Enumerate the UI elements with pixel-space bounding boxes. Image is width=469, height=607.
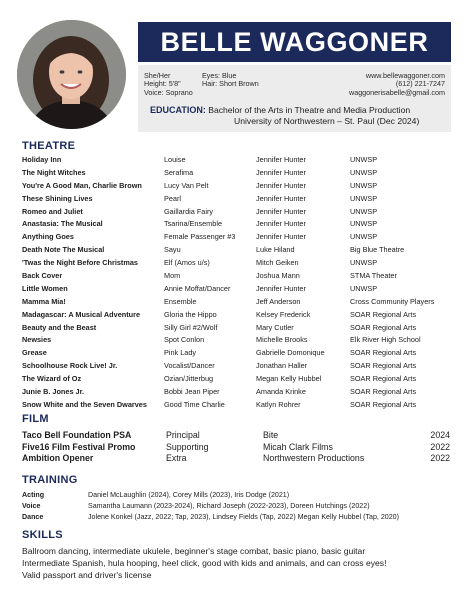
theatre-credit-row (22, 154, 452, 167)
film-role: Principal (166, 430, 200, 440)
show-title: The Night Witches (22, 167, 86, 177)
role: Gloria the Hippo (164, 309, 217, 319)
director: Jonathan Haller (256, 361, 308, 371)
company: UNWSP (350, 283, 378, 293)
company: Elk River High School (350, 335, 421, 345)
show-title: Romeo and Juliet (22, 206, 83, 216)
director: Katlyn Rohrer (256, 399, 301, 409)
director: Jennifer Hunter (256, 180, 306, 190)
training-row (22, 501, 452, 512)
show-title: Death Note The Musical (22, 245, 105, 255)
film-credit-row (22, 442, 452, 454)
company: SOAR Regional Arts (350, 387, 417, 397)
film-title: Five16 Film Festival Promo (22, 441, 136, 452)
film-year: 2022 (430, 441, 450, 452)
director: Amanda Krinke (256, 387, 306, 397)
personal-stats-left (144, 72, 193, 97)
film-role: Supporting (166, 441, 209, 452)
performer-name: BELLE WAGGONER (160, 26, 429, 57)
show-title: The Wizard of Oz (22, 374, 82, 384)
company: SOAR Regional Arts (350, 399, 417, 409)
training-category: Dance (22, 513, 44, 521)
role: Elf (Amos u/s) (164, 258, 210, 268)
role: Louise (164, 155, 186, 164)
role: Ensemble (164, 296, 197, 306)
role: Female Passenger #3 (164, 232, 236, 242)
show-title: Schoolhouse Rock Live! Jr. (22, 361, 118, 371)
role: Pink Lady (164, 348, 197, 358)
theatre-credit-row (22, 193, 452, 206)
theatre-credit-row (22, 270, 452, 283)
film-title: Taco Bell Foundation PSA (22, 430, 132, 440)
director: Luke Hiland (256, 245, 295, 255)
director: Mary Cutler (256, 322, 294, 332)
director: Jennifer Hunter (256, 232, 306, 242)
training-heading: TRAINING (22, 474, 78, 486)
company: SOAR Regional Arts (350, 374, 417, 384)
company: STMA Theater (350, 271, 397, 281)
theatre-credit-row (22, 322, 452, 335)
theatre-credit-row (22, 283, 452, 296)
skills-list (22, 545, 452, 581)
training-instructors: Samantha Laumann (2023-2024), Richard Joseph (2022-2023), Doreen Hutchings (2022) (88, 502, 370, 510)
role: Bobbi Jean Piper (164, 387, 220, 397)
theatre-credit-row (22, 347, 452, 360)
company: UNWSP (350, 167, 378, 177)
company: UNWSP (350, 258, 378, 268)
training-category: Acting (22, 491, 45, 499)
show-title: Madagascar: A Musical Adventure (22, 309, 141, 319)
show-title: Back Cover (22, 271, 63, 281)
director: Jennifer Hunter (256, 155, 306, 164)
role: Serafima (164, 167, 194, 177)
theatre-credit-row (22, 180, 452, 193)
show-title: These Shining Lives (22, 193, 93, 203)
theatre-credit-row (22, 360, 452, 373)
training-row (22, 490, 452, 501)
theatre-credit-row (22, 244, 452, 257)
show-title: Holiday Inn (22, 155, 62, 164)
education-degree: Bachelor of the Arts in Theatre and Media Production (208, 105, 411, 115)
company: Cross Community Players (350, 296, 435, 306)
production-company: Northwestern Productions (263, 453, 365, 463)
email-link[interactable]: waggonerisabelle@gmail.com (349, 87, 445, 97)
director: Kelsey Frederick (256, 309, 311, 319)
role: Silly Girl #2/Wolf (164, 322, 218, 332)
director: Michelle Brooks (256, 335, 308, 345)
pronouns: She/Her (144, 71, 171, 80)
theatre-credit-row (22, 386, 452, 399)
name-banner (138, 22, 451, 62)
show-title: Little Women (22, 283, 68, 293)
headshot-photo (17, 20, 126, 129)
film-title: Ambition Opener (22, 453, 94, 463)
hair: Hair: Short Brown (202, 79, 259, 89)
film-year: 2022 (430, 453, 450, 463)
theatre-credit-row (22, 218, 452, 231)
theatre-credit-row (22, 231, 452, 244)
role: Annie Moffat/Dancer (164, 283, 231, 293)
training-instructors: Jolene Konkel (Jazz, 2022; Tap, 2023), Lindsey Fields (Tap, 2022) Megan Kelly Hubbel (Tap, 2020) (88, 513, 399, 521)
theatre-heading: THEATRE (22, 140, 76, 152)
theatre-credit-row (22, 309, 452, 322)
theatre-credit-row (22, 373, 452, 386)
film-heading: FILM (22, 413, 49, 425)
role: Ozian/Jitterbug (164, 374, 214, 384)
eye-color: Eyes: Blue (202, 71, 237, 80)
film-credit-row (22, 453, 452, 465)
theatre-credits (22, 154, 452, 412)
director: Jennifer Hunter (256, 193, 306, 203)
director: Jeff Anderson (256, 296, 301, 306)
show-title: Anastasia: The Musical (22, 219, 103, 229)
show-title: Anything Goes (22, 232, 74, 242)
role: Sayu (164, 245, 181, 255)
role: Spot Conlon (164, 335, 205, 345)
training-row (22, 512, 452, 523)
role: Pearl (164, 193, 182, 203)
show-title: Beauty and the Beast (22, 322, 97, 332)
training-list (22, 490, 452, 523)
director: Jennifer Hunter (256, 167, 306, 177)
contact-details (349, 72, 445, 97)
theatre-credit-row (22, 206, 452, 219)
director: Jennifer Hunter (256, 283, 306, 293)
theatre-credit-row (22, 257, 452, 270)
personal-stats-right (202, 72, 259, 89)
company: UNWSP (350, 193, 378, 203)
skill-line: Ballroom dancing, intermediate ukulele, beginner's stage combat, basic piano, basic guitar (22, 546, 366, 556)
skills-heading: SKILLS (22, 529, 63, 541)
education-school: University of Northwestern – St. Paul (Dec 2024) (234, 116, 420, 126)
role: Good Time Charlie (164, 399, 225, 409)
director: Gabrielle Domonique (256, 348, 325, 358)
company: UNWSP (350, 180, 378, 190)
education (150, 105, 419, 127)
company: UNWSP (350, 155, 378, 164)
height: Height: 5'8" (144, 79, 181, 89)
training-category: Voice (22, 502, 41, 510)
education-label: EDUCATION: (150, 105, 206, 115)
show-title: You're A Good Man, Charlie Brown (22, 180, 142, 190)
headshot-illustration (17, 20, 126, 129)
role: Lucy Van Pelt (164, 180, 209, 190)
role: Vocalist/Dancer (164, 361, 215, 371)
film-credit-row (22, 430, 452, 442)
director: Megan Kelly Hubbel (256, 374, 322, 384)
company: SOAR Regional Arts (350, 348, 417, 358)
theatre-credit-row (22, 167, 452, 180)
film-role: Extra (166, 453, 187, 463)
company: Big Blue Theatre (350, 245, 405, 255)
show-title: Junie B. Jones Jr. (22, 387, 85, 397)
director: Joshua Mann (256, 271, 300, 281)
director: Jennifer Hunter (256, 206, 306, 216)
phone-number: (612) 221-7247 (395, 79, 445, 89)
role: Tsarina/Ensemble (164, 219, 222, 229)
company: SOAR Regional Arts (350, 309, 417, 319)
company: UNWSP (350, 232, 378, 242)
theatre-credit-row (22, 296, 452, 309)
director: Mitch Geiken (256, 258, 299, 268)
film-credits (22, 430, 452, 465)
company: SOAR Regional Arts (350, 361, 417, 371)
voice-type: Voice: Soprano (144, 87, 193, 97)
training-instructors: Daniel McLaughlin (2024), Corey Mills (2023), Iris Dodge (2021) (88, 491, 290, 499)
show-title: 'Twas the Night Before Christmas (22, 258, 138, 268)
production-company: Bite (263, 430, 279, 440)
skill-line: Valid passport and driver's license (22, 570, 152, 580)
contact-info-box (138, 65, 451, 132)
show-title: Grease (22, 348, 47, 358)
show-title: Newsies (22, 335, 52, 345)
role: Mom (164, 271, 181, 281)
website-link[interactable]: www.bellewaggoner.com (365, 71, 445, 80)
show-title: Mamma Mia! (22, 296, 66, 306)
company: UNWSP (350, 206, 378, 216)
show-title: Snow White and the Seven Dwarves (22, 399, 147, 409)
theatre-credit-row (22, 399, 452, 412)
company: SOAR Regional Arts (350, 322, 417, 332)
film-year: 2024 (430, 430, 450, 440)
skill-line: Intermediate Spanish, hula hooping, heel click, good with kids and animals, and can cross eyes! (22, 558, 387, 568)
production-company: Micah Clark Films (263, 441, 333, 452)
role: Gaillardia Fairy (164, 206, 214, 216)
theatre-credit-row (22, 334, 452, 347)
company: UNWSP (350, 219, 378, 229)
director: Jennifer Hunter (256, 219, 306, 229)
